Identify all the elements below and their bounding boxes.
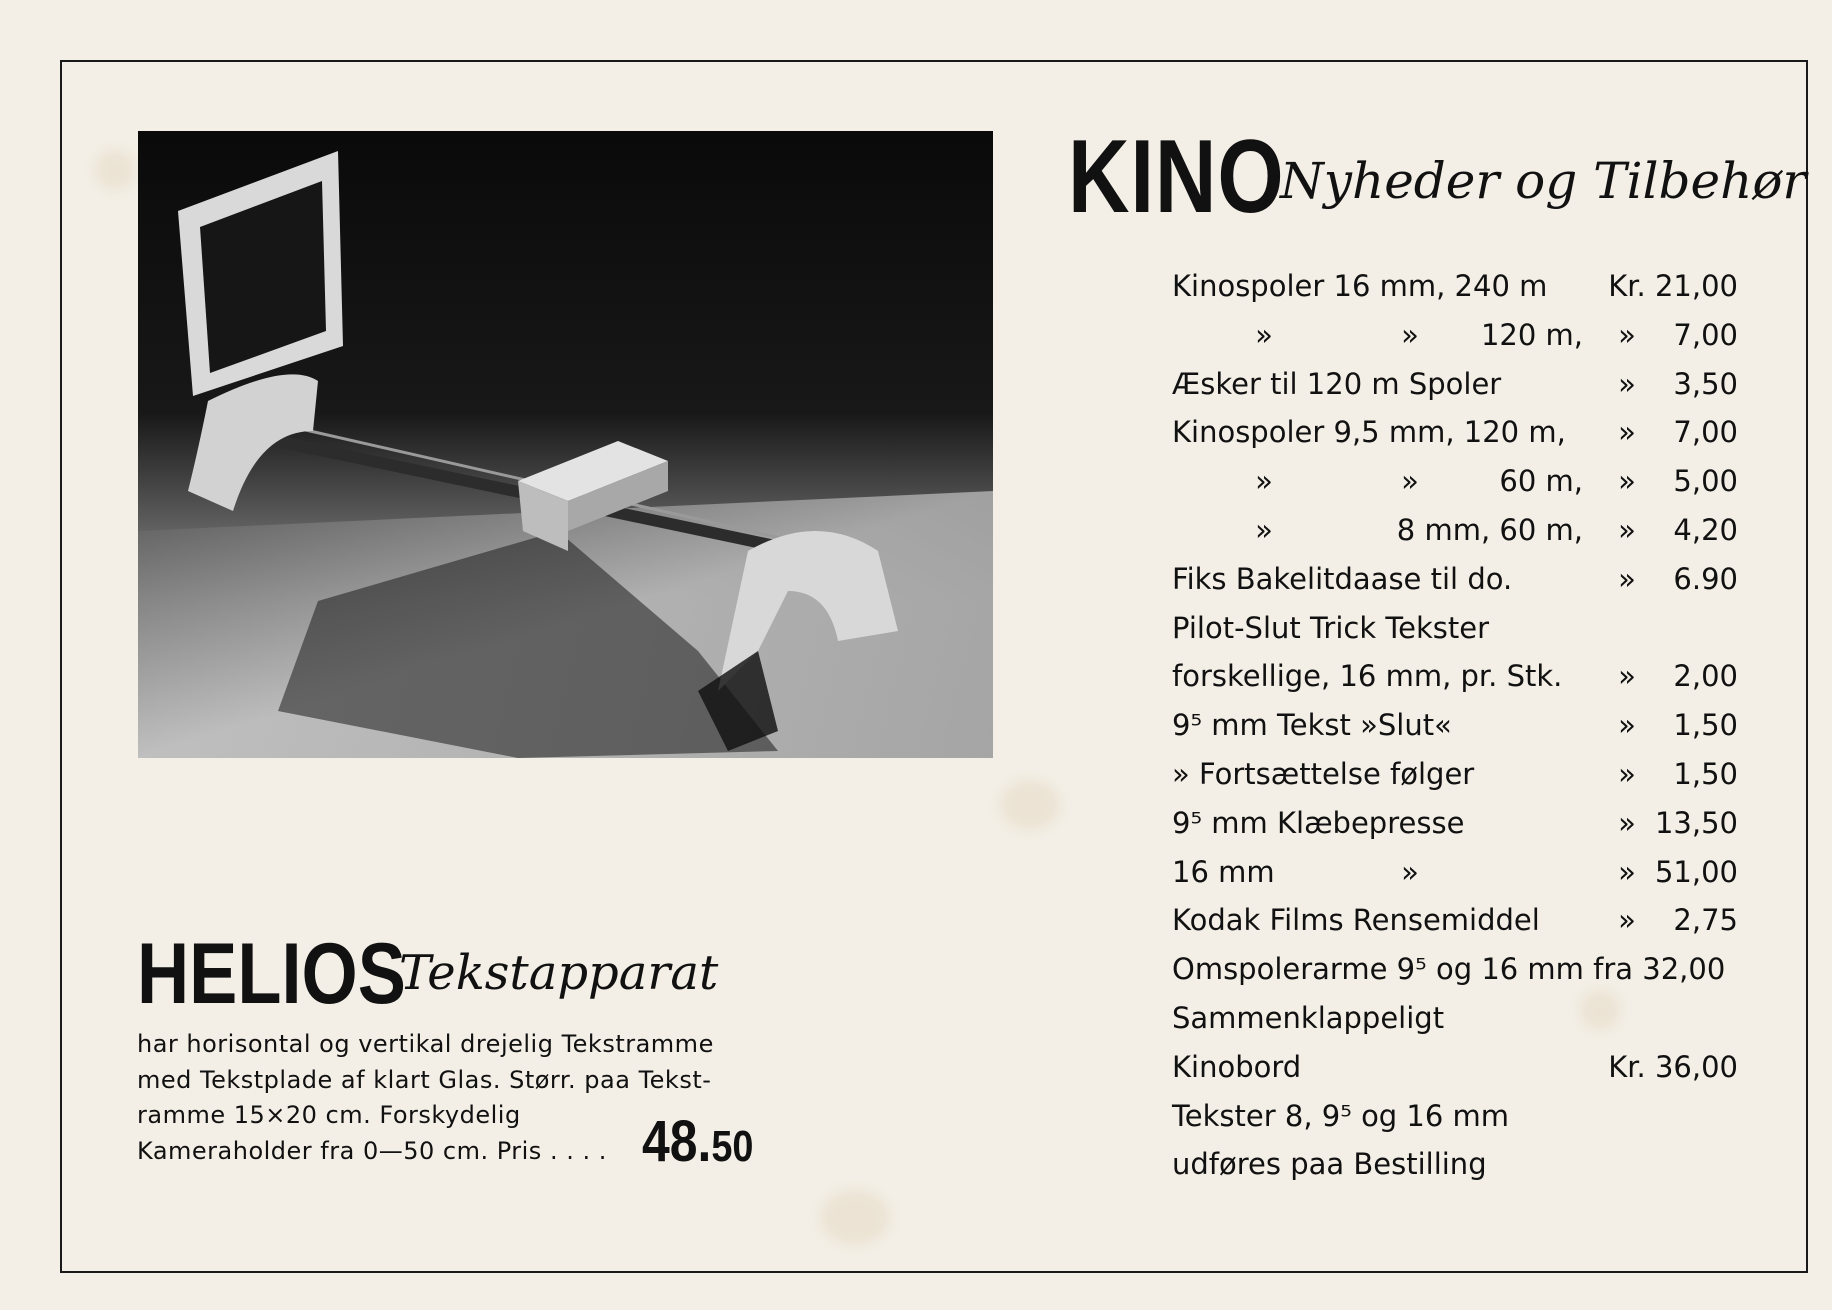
ditto-mark: » — [1255, 317, 1273, 352]
price-row-description: forskellige, 16 mm, pr. Stk. — [1172, 659, 1563, 694]
ditto-mark: » — [1255, 512, 1273, 547]
price-row-description: 9⁵ mm Tekst »Slut« — [1172, 708, 1452, 743]
ditto-mark: » — [1618, 366, 1636, 401]
kino-heading — [1068, 118, 1807, 237]
price-row-price: 1,50 — [1673, 708, 1738, 743]
ditto-mark: » — [1618, 756, 1636, 791]
price-row-price: Kr. 21,00 — [1608, 269, 1738, 303]
helios-subtitle: Tekstapparat — [399, 945, 719, 1001]
price-row-quantity: 60 m, — [1499, 464, 1583, 499]
price-row — [1172, 848, 1738, 897]
kino-price-list — [1172, 262, 1738, 1189]
price-row-description: Sammenklappeligt — [1172, 1000, 1445, 1035]
helios-product-photo — [138, 131, 993, 758]
price-row — [1172, 896, 1738, 945]
price-row — [1172, 311, 1738, 360]
kino-subtitle: Nyheder og Tilbehør — [1280, 152, 1807, 210]
helios-description-line: Kameraholder fra 0—50 cm. Pris . . . . — [137, 1136, 607, 1165]
ditto-mark: » — [1618, 659, 1636, 694]
price-row-price: 1,50 — [1673, 756, 1738, 791]
price-row-description: udføres paa Bestilling — [1172, 1147, 1487, 1182]
price-row-price: 4,20 — [1673, 512, 1738, 547]
price-row — [1172, 799, 1738, 848]
ditto-mark: » — [1401, 464, 1419, 499]
ditto-mark: » — [1618, 854, 1636, 889]
ditto-mark: » — [1618, 512, 1636, 547]
ditto-mark: » — [1618, 903, 1636, 938]
price-row — [1172, 360, 1738, 409]
helios-price — [642, 1108, 753, 1175]
ditto-mark: » — [1401, 854, 1419, 889]
price-row — [1172, 604, 1738, 653]
price-row — [1172, 457, 1738, 506]
price-row — [1172, 701, 1738, 750]
price-row — [1172, 506, 1738, 555]
price-row-price: 2,75 — [1673, 903, 1738, 938]
price-row-description: Æsker til 120 m Spoler — [1172, 366, 1502, 401]
helios-heading — [137, 925, 719, 1024]
price-row-price: Kr. 36,00 — [1608, 1049, 1738, 1084]
price-row — [1172, 555, 1738, 604]
ditto-mark: » — [1618, 561, 1636, 596]
price-row — [1172, 652, 1738, 701]
price-row — [1172, 408, 1738, 457]
helios-title: HELIOS — [137, 926, 406, 1022]
price-row-description: Kinospoler 9,5 mm, 120 m, — [1172, 415, 1566, 450]
helios-description-line: har horisontal og vertikal drejelig Tekstramme — [137, 1030, 714, 1058]
price-row — [1172, 1043, 1738, 1092]
price-row-description: 9⁵ mm Klæbepresse — [1172, 805, 1465, 840]
price-row-description: 16 mm — [1172, 854, 1275, 889]
price-row-description: Omspolerarme 9⁵ og 16 mm fra 32,00 — [1172, 952, 1726, 987]
price-row-description: Tekster 8, 9⁵ og 16 mm — [1172, 1098, 1510, 1133]
price-row — [1172, 1092, 1738, 1141]
price-row-description: Fiks Bakelitdaase til do. — [1172, 561, 1513, 596]
price-row-description: Kinobord — [1172, 1049, 1302, 1084]
price-row-price: 3,50 — [1673, 366, 1738, 401]
price-row-quantity: 8 mm, 60 m, — [1396, 512, 1583, 547]
ditto-mark: » — [1255, 464, 1273, 499]
price-row-price: 6.90 — [1673, 561, 1738, 596]
price-row-price: 2,00 — [1673, 659, 1738, 694]
ditto-mark: » — [1618, 805, 1636, 840]
price-row-description: Pilot-Slut Trick Tekster — [1172, 610, 1490, 645]
kino-title: KINO — [1068, 119, 1285, 235]
price-row-price: 51,00 — [1654, 854, 1738, 889]
ditto-mark: » — [1401, 317, 1419, 352]
ditto-mark: » — [1618, 464, 1636, 499]
ditto-mark: » — [1618, 415, 1636, 450]
price-row — [1172, 1140, 1738, 1189]
price-row — [1172, 262, 1738, 311]
price-row-price: 13,50 — [1654, 805, 1738, 840]
price-row-description: » Fortsættelse følger — [1172, 756, 1475, 791]
price-row-price: 5,00 — [1673, 464, 1738, 499]
price-row-description: Kinospoler 16 mm, 240 m — [1172, 269, 1548, 303]
ditto-mark: » — [1618, 708, 1636, 743]
helios-description-line: med Tekstplade af klart Glas. Størr. paa Tekst- — [137, 1065, 712, 1094]
price-row-price: 7,00 — [1673, 415, 1738, 450]
price-row-description: Kodak Films Rensemiddel — [1172, 903, 1540, 938]
price-row — [1172, 994, 1738, 1043]
price-row-price: 7,00 — [1673, 317, 1738, 352]
price-row-quantity: 120 m, — [1480, 317, 1583, 352]
ditto-mark: » — [1618, 317, 1636, 352]
helios-description-line: ramme 15×20 cm. Forskydelig — [137, 1101, 521, 1129]
price-row — [1172, 945, 1738, 994]
helios-price-cents: 50 — [711, 1122, 754, 1171]
price-row — [1172, 750, 1738, 799]
helios-price-main: 48. — [642, 1109, 712, 1174]
